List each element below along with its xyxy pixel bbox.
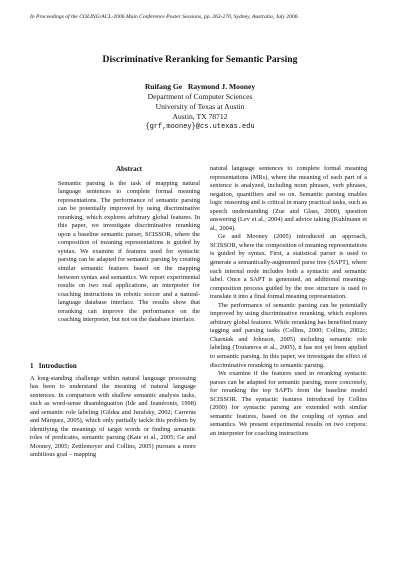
abstract-heading: Abstract bbox=[115, 165, 143, 173]
author-block bbox=[0, 82, 400, 132]
paragraph-4: We examine if the features used in reranking syntactic parses can be adapted for semantic parsing, more concretely, for reranking the top SAPTs from the baseline model SCISSOR. The syntactic features introduced by Collins (2000) for syntactic parsing are extended with similar semantic features, based on the coupling of syntax and semantics. We present experimental results on two corpora: an interpreter for coaching instructions bbox=[210, 370, 367, 437]
paragraph-1: natural language sentences to complete formal meaning representations (MRs), where the meaning of each part of a sentence is analyzed, including noun phrases, verb phrases, negation, quantifiers and so on. Semantic parsing enables logic reasoning and is critical in many practical tasks, such as speech understanding (Zue and Glass, 2000), question answering (Lev et al., 2004) and advice taking (Kuhlmann et al., 2004). bbox=[210, 165, 367, 232]
author-email: {grf,mooney}@cs.utexas.edu bbox=[145, 123, 255, 131]
introduction-section bbox=[30, 362, 196, 460]
author-university: University of Texas at Austin bbox=[155, 102, 245, 111]
introduction-text: A long-standing challenge within natural language processing has been to understand the meaning of natural language sentences. In comparison with shallow semantic analysis tasks, such as word-sense disambiguation (Ide and Jeanéronis, 1998) and semantic role labeling (Gildea and Jurafsky, 2002; Carreras and Màrquez, 2005), which only partially tackle this problem by identifying the meanings of target words or finding semantic roles of predicates, semantic parsing (Kate et al., 2005; Ge and Mooney, 2005; Zettlemoyer and Collins, 2005) pursues a more ambitious goal – mapping bbox=[30, 374, 196, 459]
author-names: Ruifang Ge Raymond J. Mooney bbox=[144, 82, 256, 91]
abstract-text: Semantic parsing is the task of mapping natural language sentences to complete formal meaning representations. The performance of semantic parsing can be potentially improved by using discriminative reranking, which explores arbitrary global features. In this paper, we investigate discriminative reranking upon a baseline semantic parser, SCISSOR, where the composition of meaning representations is guided by syntax. We examine if features used for syntactic parsing can be adapted for semantic parsing by creating similar semantic features based on the mapping between syntax and semantics. We report experimental results on two real applications, an interpreter for coaching instructions in robotic soccer and a natural-language database interface. The results show that reranking can improve the performance on the coaching interpreter, but not on the database interface. bbox=[58, 179, 200, 324]
author-department: Department of Computer Sciences bbox=[147, 92, 253, 101]
paragraph-2: Ge and Mooney (2005) introduced an approach, SCISSOR, where the composition of meaning representations is guided by syntax. First, a statistical parser is used to generate a semantically-augmented parse tree (SAPT), where each internal node includes both a syntactic and semantic label. Once a SAPT is generated, an additional meaning-composition process guided by the tree structure is used to translate it into a final formal meaning representation. bbox=[210, 233, 367, 301]
abstract-section bbox=[58, 165, 200, 325]
paper-title: Discriminative Reranking for Semantic Parsing bbox=[102, 54, 298, 65]
introduction-heading: 1 Introduction bbox=[30, 362, 77, 370]
proceedings-header: In Proceedings of the COLING/ACL-2006 Main Conference Poster Sessions, pp. 263-270, Sydney, Australia, July 2006. bbox=[30, 14, 299, 20]
author-city: Austin, TX 78712 bbox=[172, 112, 228, 121]
paragraph-3: The performance of semantic parsing can be potentially improved by using discriminative reranking, which explores arbitrary global features. While reranking has benefited many tagging and parsing tasks (Collins, 2000; Collins, 2002c; Charniak and Johnson, 2005) including semantic role labeling (Toutanova et al., 2005), it has not yet been applied to semantic parsing. In this paper, we investigate the effect of discriminative reranking to semantic parsing. bbox=[210, 301, 367, 369]
right-column bbox=[210, 165, 367, 439]
